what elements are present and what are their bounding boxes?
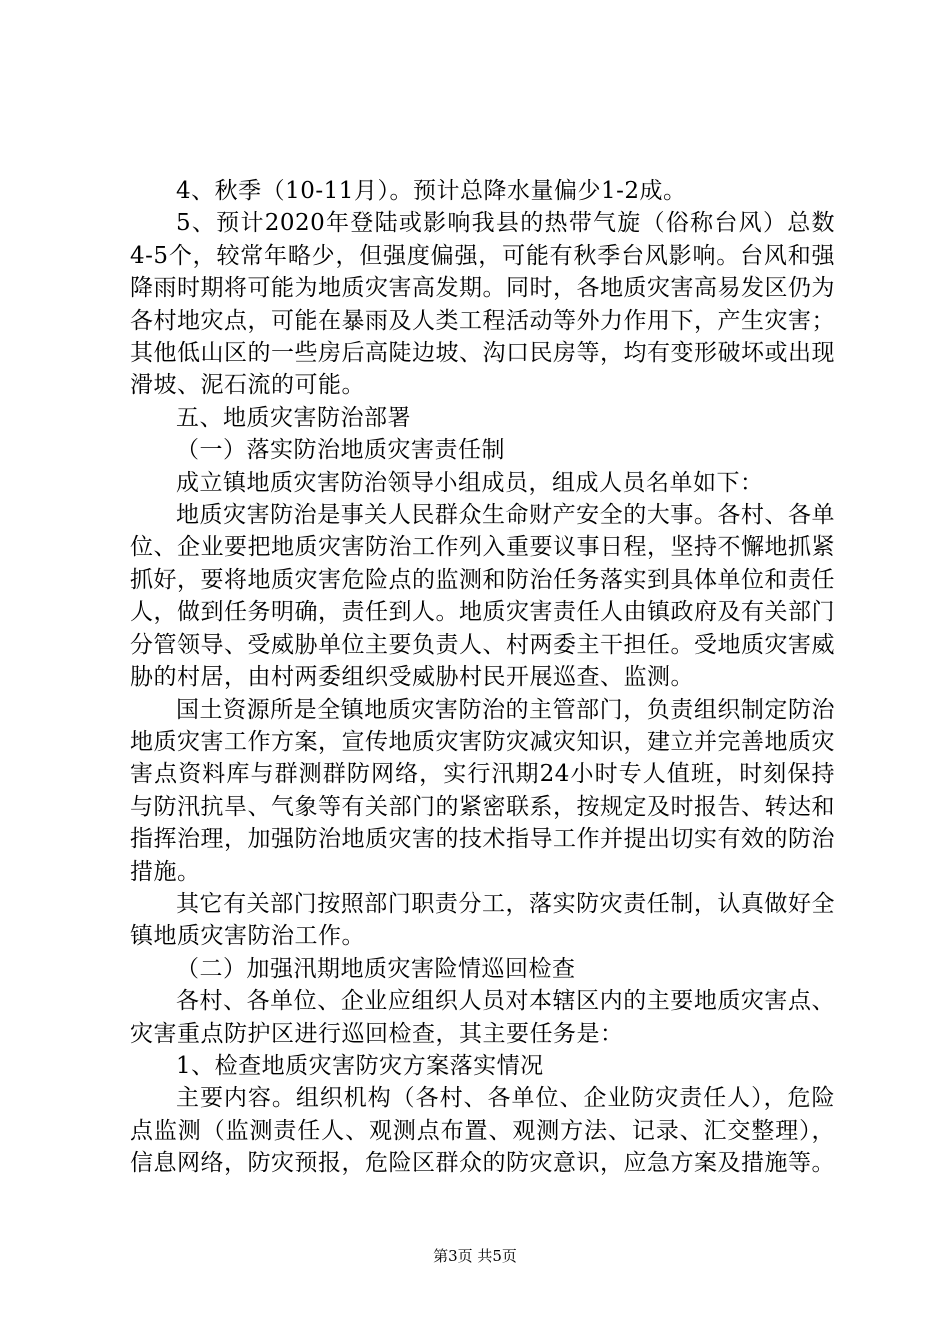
document-body bbox=[130, 175, 835, 1180]
paragraph: 国土资源所是全镇地质灾害防治的主管部门，负责组织制定防治地质灾害工作方案，宣传地质灾害防灾减灾知识，建立并完善地质灾害点资料库与群测群防网络，实行汛期24小时专人值班，时刻保持与防汛抗旱、气象等有关部门的紧密联系，按规定及时报告、转达和指挥治理，加强防治地质灾害的技术指导工作并提出切实有效的防治措施。 bbox=[130, 696, 835, 885]
paragraph: 5、预计2020年登陆或影响我县的热带气旋（俗称台风）总数4-5个，较常年略少，但强度偏强，可能有秋季台风影响。台风和强降雨时期将可能为地质灾害高发期。同时，各地质灾害高易发区仍为各村地灾点，可能在暴雨及人类工程活动等外力作用下，产生灾害；其他低山区的一些房后高陡边坡、沟口民房等，均有变形破坏或出现滑坡、泥石流的可能。 bbox=[130, 210, 835, 399]
paragraph: 各村、各单位、企业应组织人员对本辖区内的主要地质灾害点、灾害重点防护区进行巡回检查，其主要任务是： bbox=[130, 988, 835, 1047]
page-number: 第3页 共5页 bbox=[433, 1247, 517, 1265]
section-heading: 五、地质灾害防治部署 bbox=[176, 404, 411, 431]
item-heading: 1、检查地质灾害防灾方案落实情况 bbox=[176, 1052, 544, 1079]
paragraph: 地质灾害防治是事关人民群众生命财产安全的大事。各村、各单位、企业要把地质灾害防治工作列入重要议事日程，坚持不懈地抓紧抓好，要将地质灾害危险点的监测和防治任务落实到具体单位和责任人，做到任务明确，责任到人。地质灾害责任人由镇政府及有关部门分管领导、受威胁单位主要负责人、村两委主干担任。受地质灾害威胁的村居，由村两委组织受威胁村民开展巡查、监测。 bbox=[130, 502, 835, 691]
paragraph: 4、秋季（10-11月）。预计总降水量偏少1-2成。 bbox=[176, 178, 687, 204]
paragraph: 成立镇地质灾害防治领导小组成员，组成人员名单如下： bbox=[176, 469, 764, 496]
subsection-heading: （一）落实防治地质灾害责任制 bbox=[176, 437, 505, 464]
paragraph: 其它有关部门按照部门职责分工，落实防灾责任制，认真做好全镇地质灾害防治工作。 bbox=[130, 890, 835, 950]
subsection-heading: （二）加强汛期地质灾害险情巡回检查 bbox=[176, 955, 576, 982]
paragraph: 主要内容。组织机构（各村、各单位、企业防灾责任人），危险点监测（监测责任人、观测点布置、观测方法、记录、汇交整理），信息网络，防灾预报，危险区群众的防灾意识，应急方案及措施等。 bbox=[130, 1085, 835, 1177]
